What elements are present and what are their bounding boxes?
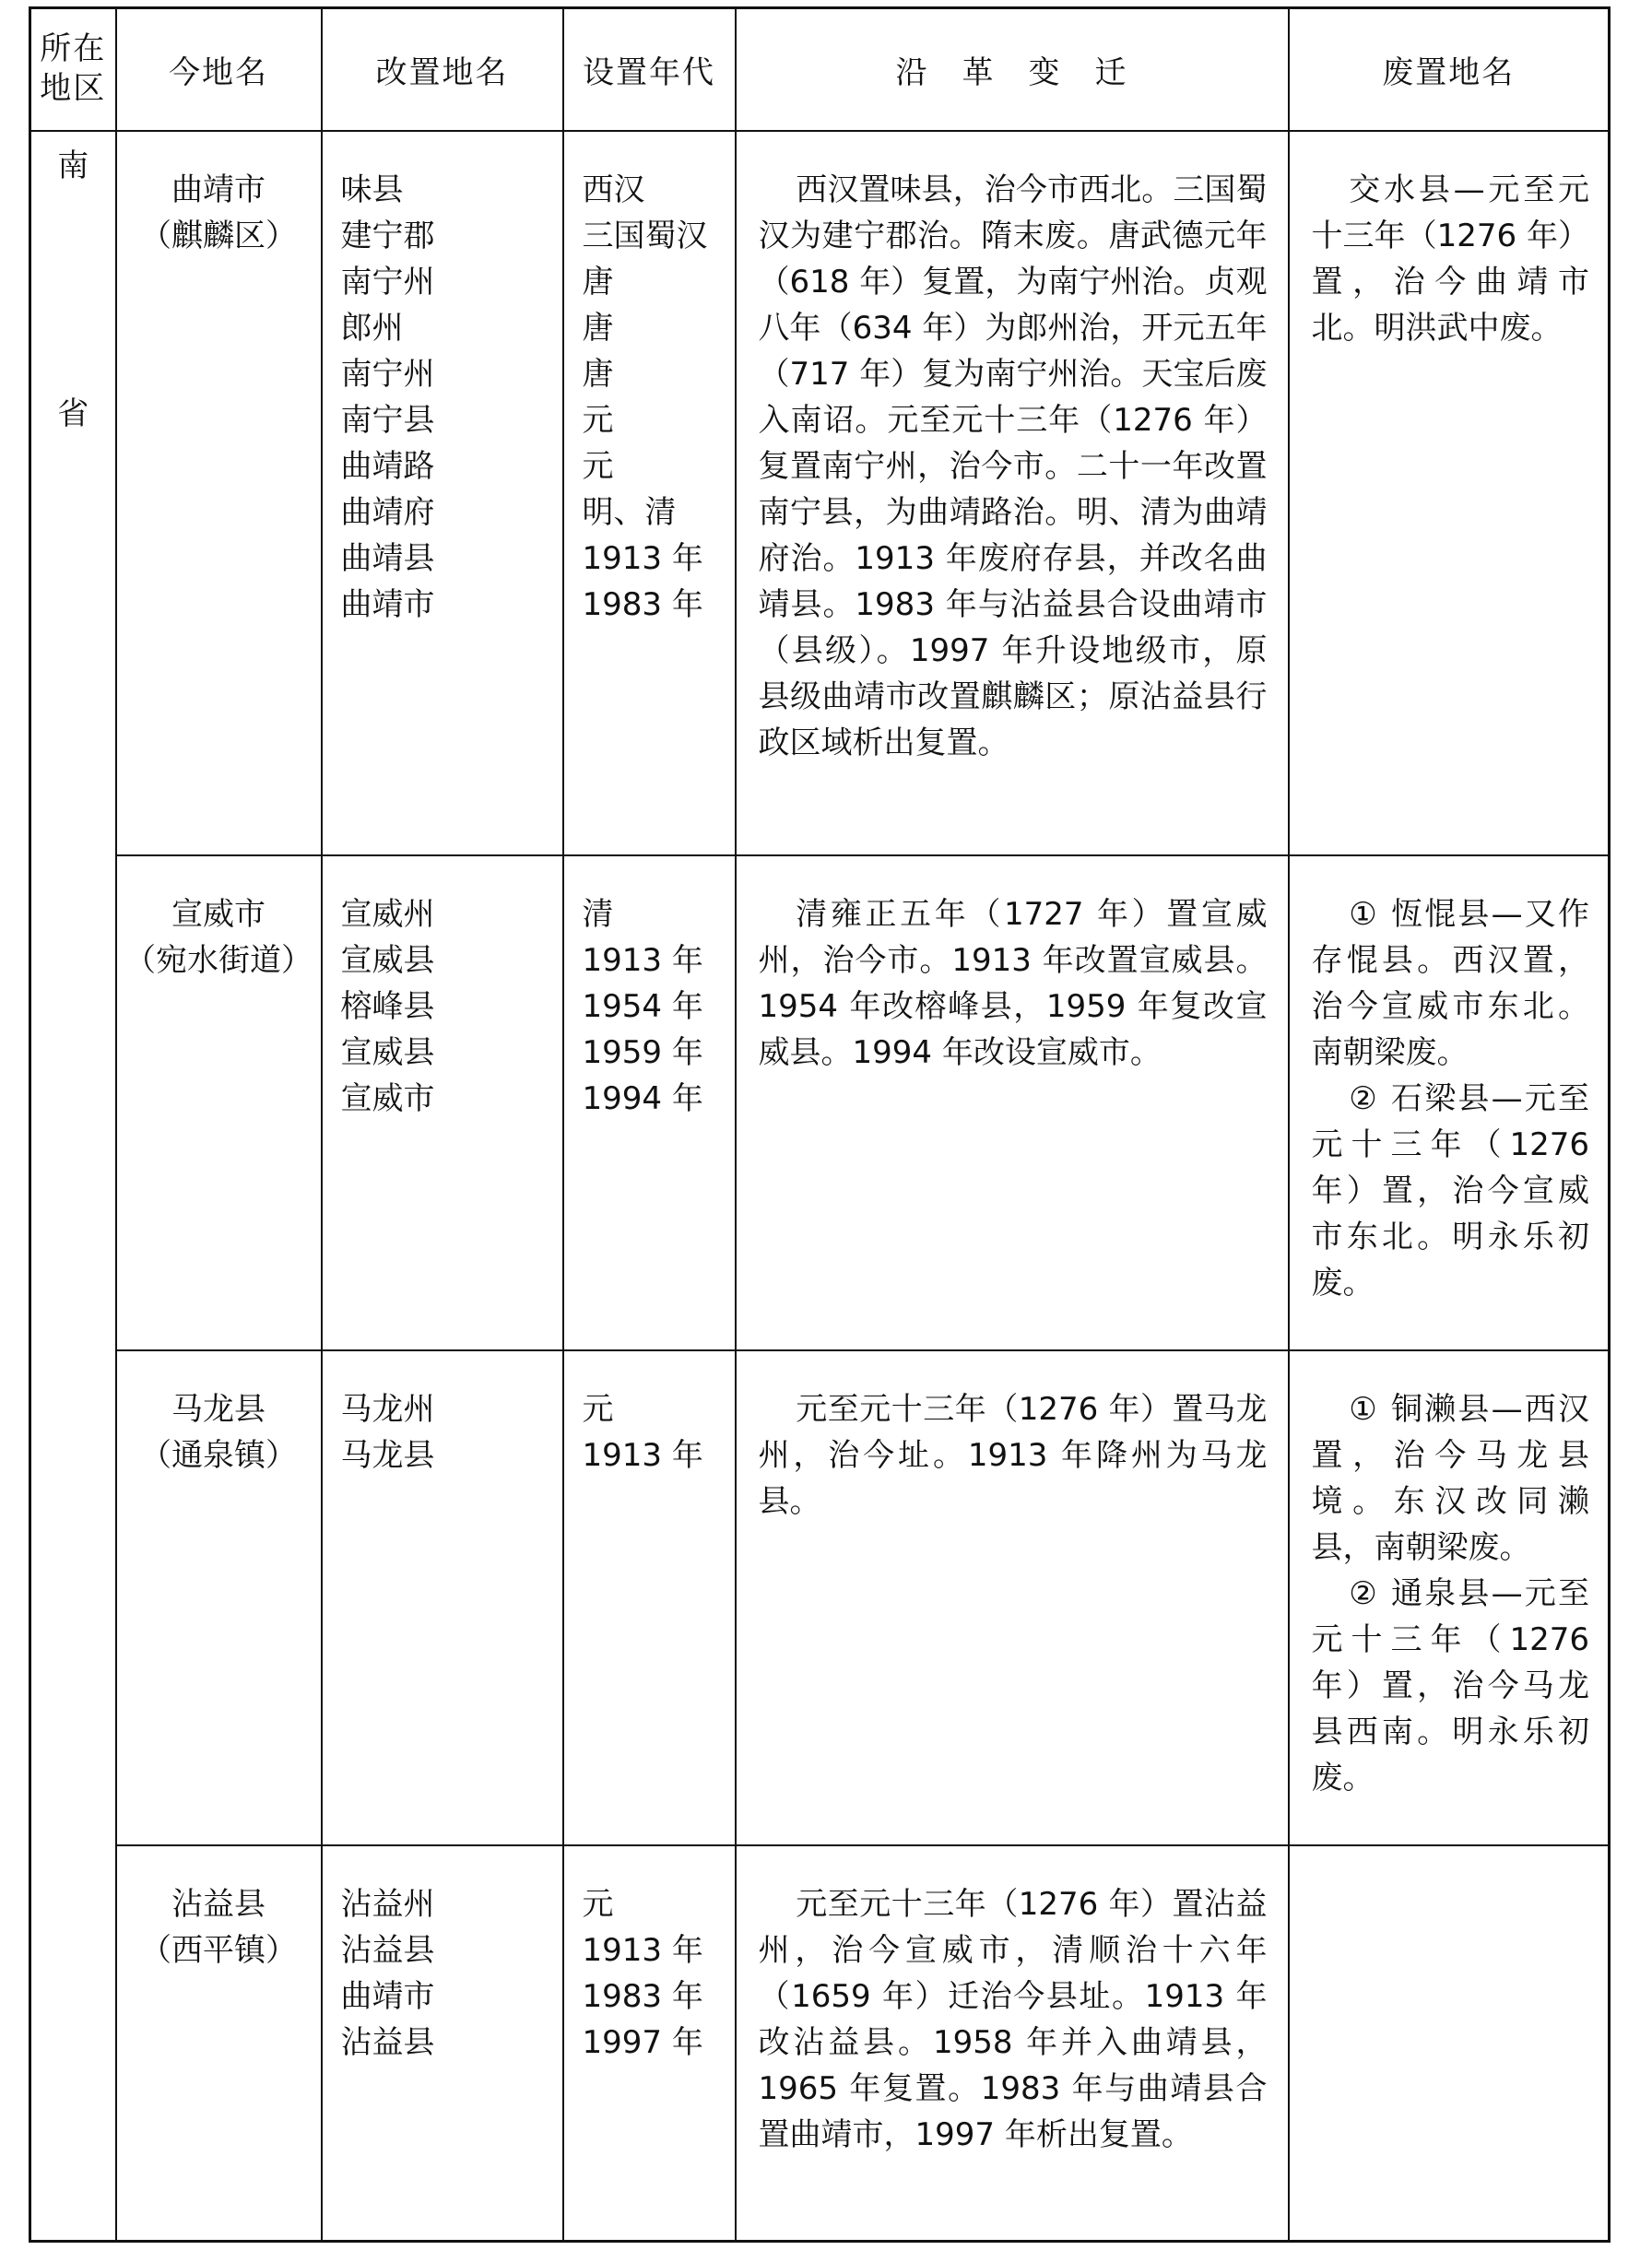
renamed-item: 沾益州 (340, 1885, 435, 1923)
era-item: 1913 年 (582, 539, 703, 577)
renamed-item: 建宁郡 (340, 217, 435, 254)
era-item: 元 (582, 1885, 614, 1923)
abolished-item: ② 通泉县—元至元十三年（1276 年）置，治今马龙县西南。明永乐初废。 (1311, 1574, 1589, 1796)
era-item: 1913 年 (582, 1436, 703, 1474)
region-char: 南 (57, 147, 89, 184)
renamed-cell (322, 1350, 563, 1845)
era-item: 1997 年 (582, 2023, 703, 2061)
era-item: 元 (582, 447, 614, 485)
current-name: 曲靖市 (171, 171, 266, 208)
header-region: 所在地区 (30, 8, 116, 131)
current-name-cell (116, 131, 322, 855)
table-row (30, 1845, 1610, 2242)
renamed-cell (322, 855, 563, 1350)
era-item: 1959 年 (582, 1033, 703, 1071)
header-abolished: 废置地名 (1289, 8, 1610, 131)
abolished-cell (1289, 131, 1610, 855)
seat-name: （宛水街道） (124, 941, 313, 979)
era-item: 唐 (582, 355, 614, 393)
renamed-item: 宣威县 (340, 941, 435, 979)
table-row (30, 1350, 1610, 1845)
history-cell: 元至元十三年（1276 年）置沾益州，治今宣威市，清顺治十六年（1659 年）迁治今县址。1913 年改沾益县。1958 年并入曲靖县，1965 年复置。1983 年与曲靖县合置曲靖市，1997 年析出复置。 (736, 1845, 1289, 2242)
seat-name: （西平镇） (140, 1931, 297, 1969)
header-renamed: 改置地名 (322, 8, 563, 131)
renamed-item: 南宁县 (340, 401, 435, 439)
era-item: 1983 年 (582, 1977, 703, 2015)
renamed-item: 曲靖路 (340, 447, 435, 485)
renamed-item: 曲靖市 (340, 1977, 435, 2015)
abolished-cell (1289, 1845, 1610, 2242)
renamed-item: 南宁州 (340, 355, 435, 393)
header-current-name: 今地名 (116, 8, 322, 131)
header-row (30, 8, 1610, 131)
renamed-item: 曲靖府 (340, 493, 435, 531)
current-name: 马龙县 (171, 1390, 266, 1428)
current-name: 宣威市 (171, 895, 266, 933)
era-cell (563, 1350, 736, 1845)
abolished-item: 交水县—元至元十三年（1276 年）置，治今曲靖市北。明洪武中废。 (1311, 171, 1589, 347)
abolished-item: ② 石梁县—元至元十三年（1276 年）置，治今宣威市东北。明永乐初废。 (1311, 1079, 1589, 1302)
header-history: 沿 革 变 迁 (736, 8, 1289, 131)
renamed-item: 南宁州 (340, 263, 435, 300)
renamed-item: 味县 (340, 171, 404, 208)
era-item: 1994 年 (582, 1079, 703, 1117)
renamed-item: 榕峰县 (340, 987, 435, 1025)
era-item: 三国蜀汉 (582, 217, 708, 254)
renamed-cell (322, 131, 563, 855)
history-cell: 清雍正五年（1727 年）置宣威州，治今市。1913 年改置宣威县。1954 年改榕峰县，1959 年复改宣威县。1994 年改设宣威市。 (736, 855, 1289, 1350)
header-era: 设置年代 (563, 8, 736, 131)
table-row (30, 855, 1610, 1350)
era-item: 西汉 (582, 171, 645, 208)
renamed-item: 马龙县 (340, 1436, 435, 1474)
current-name: 沾益县 (171, 1885, 266, 1923)
abolished-cell (1289, 855, 1610, 1350)
renamed-cell (322, 1845, 563, 2242)
era-item: 唐 (582, 309, 614, 347)
current-name-cell (116, 855, 322, 1350)
abolished-cell (1289, 1350, 1610, 1845)
era-item: 清 (582, 895, 614, 933)
history-cell: 西汉置味县，治今市西北。三国蜀汉为建宁郡治。隋末废。唐武德元年（618 年）复置，为南宁州治。贞观八年（634 年）为郎州治，开元五年（717 年）复为南宁州治。天宝后废入南诏。元至元十三年（1276 年）复置南宁州，治今市。二十一年改置南宁县，为曲靖路治。明、清为曲靖府治。1913 年废府存县，并改名曲靖县。1983 年与沾益县合设曲靖市（县级）。1997 年升设地级市，原县级曲靖市改置麒麟区；原沾益县行政区域析出复置。 (736, 131, 1289, 855)
era-item: 1983 年 (582, 585, 703, 623)
renamed-item: 曲靖市 (340, 585, 435, 623)
renamed-item: 宣威州 (340, 895, 435, 933)
era-cell (563, 131, 736, 855)
seat-name: （通泉镇） (140, 1436, 297, 1474)
era-item: 明、清 (582, 493, 677, 531)
history-cell: 元至元十三年（1276 年）置马龙州，治今址。1913 年降州为马龙县。 (736, 1350, 1289, 1845)
abolished-item: ① 铜濑县—西汉置，治今马龙县境。东汉改同濑县，南朝梁废。 (1311, 1390, 1589, 1566)
renamed-item: 宣威县 (340, 1033, 435, 1071)
seat-name: （麒麟区） (140, 217, 297, 254)
renamed-item: 郎州 (340, 309, 404, 347)
era-item: 元 (582, 401, 614, 439)
era-item: 1913 年 (582, 941, 703, 979)
era-cell (563, 1845, 736, 2242)
region-cell (30, 131, 116, 2242)
era-cell (563, 855, 736, 1350)
renamed-item: 曲靖县 (340, 539, 435, 577)
renamed-item: 宣威市 (340, 1079, 435, 1117)
era-item: 元 (582, 1390, 614, 1428)
current-name-cell (116, 1845, 322, 2242)
region-char: 省 (57, 395, 89, 432)
renamed-item: 沾益县 (340, 1931, 435, 1969)
current-name-cell (116, 1350, 322, 1845)
renamed-item: 沾益县 (340, 2023, 435, 2061)
era-item: 1913 年 (582, 1931, 703, 1969)
era-item: 唐 (582, 263, 614, 300)
renamed-item: 马龙州 (340, 1390, 435, 1428)
abolished-item: ① 恆惃县—又作存惃县。西汉置，治今宣威市东北。南朝梁废。 (1311, 895, 1589, 1071)
table-row (30, 131, 1610, 855)
place-name-table (29, 6, 1611, 2243)
era-item: 1954 年 (582, 987, 703, 1025)
